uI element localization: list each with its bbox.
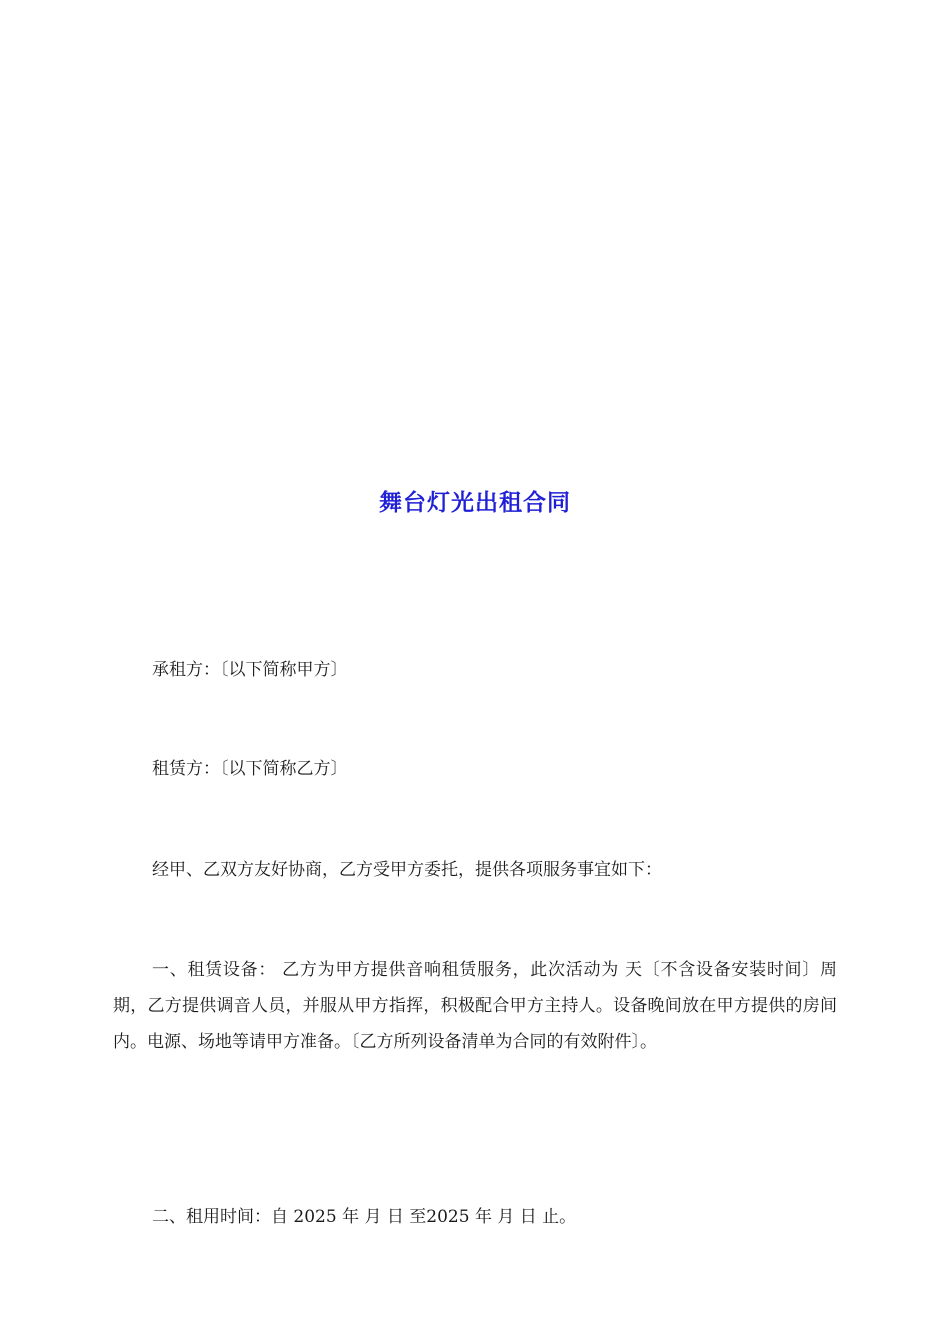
paragraph-clause-1-equipment: 一、租赁设备： 乙方为甲方提供音响租赁服务，此次活动为 天〔不含设备安装时间〕周期，乙方提供调音人员，并服从甲方指挥，积极配合甲方主持人。设备晚间放在甲方提供的房间内。电源、场地等请甲方准备。〔乙方所列设备清单为合同的有效附件〕。 — [113, 960, 837, 1052]
paragraph-intro: 经甲、乙双方友好协商，乙方受甲方委托，提供各项服务事宜如下： — [152, 860, 662, 880]
paragraph-lessee: 承租方：〔以下简称甲方〕 — [152, 660, 348, 680]
paragraph-lessor: 租赁方：〔以下简称乙方〕 — [152, 759, 348, 779]
paragraph-clause-2-rental-period: 二、租用时间：自 2025 年 月 日 至2025 年 月 日 止。 — [152, 1207, 577, 1227]
document-title: 舞台灯光出租合同 — [379, 490, 571, 516]
